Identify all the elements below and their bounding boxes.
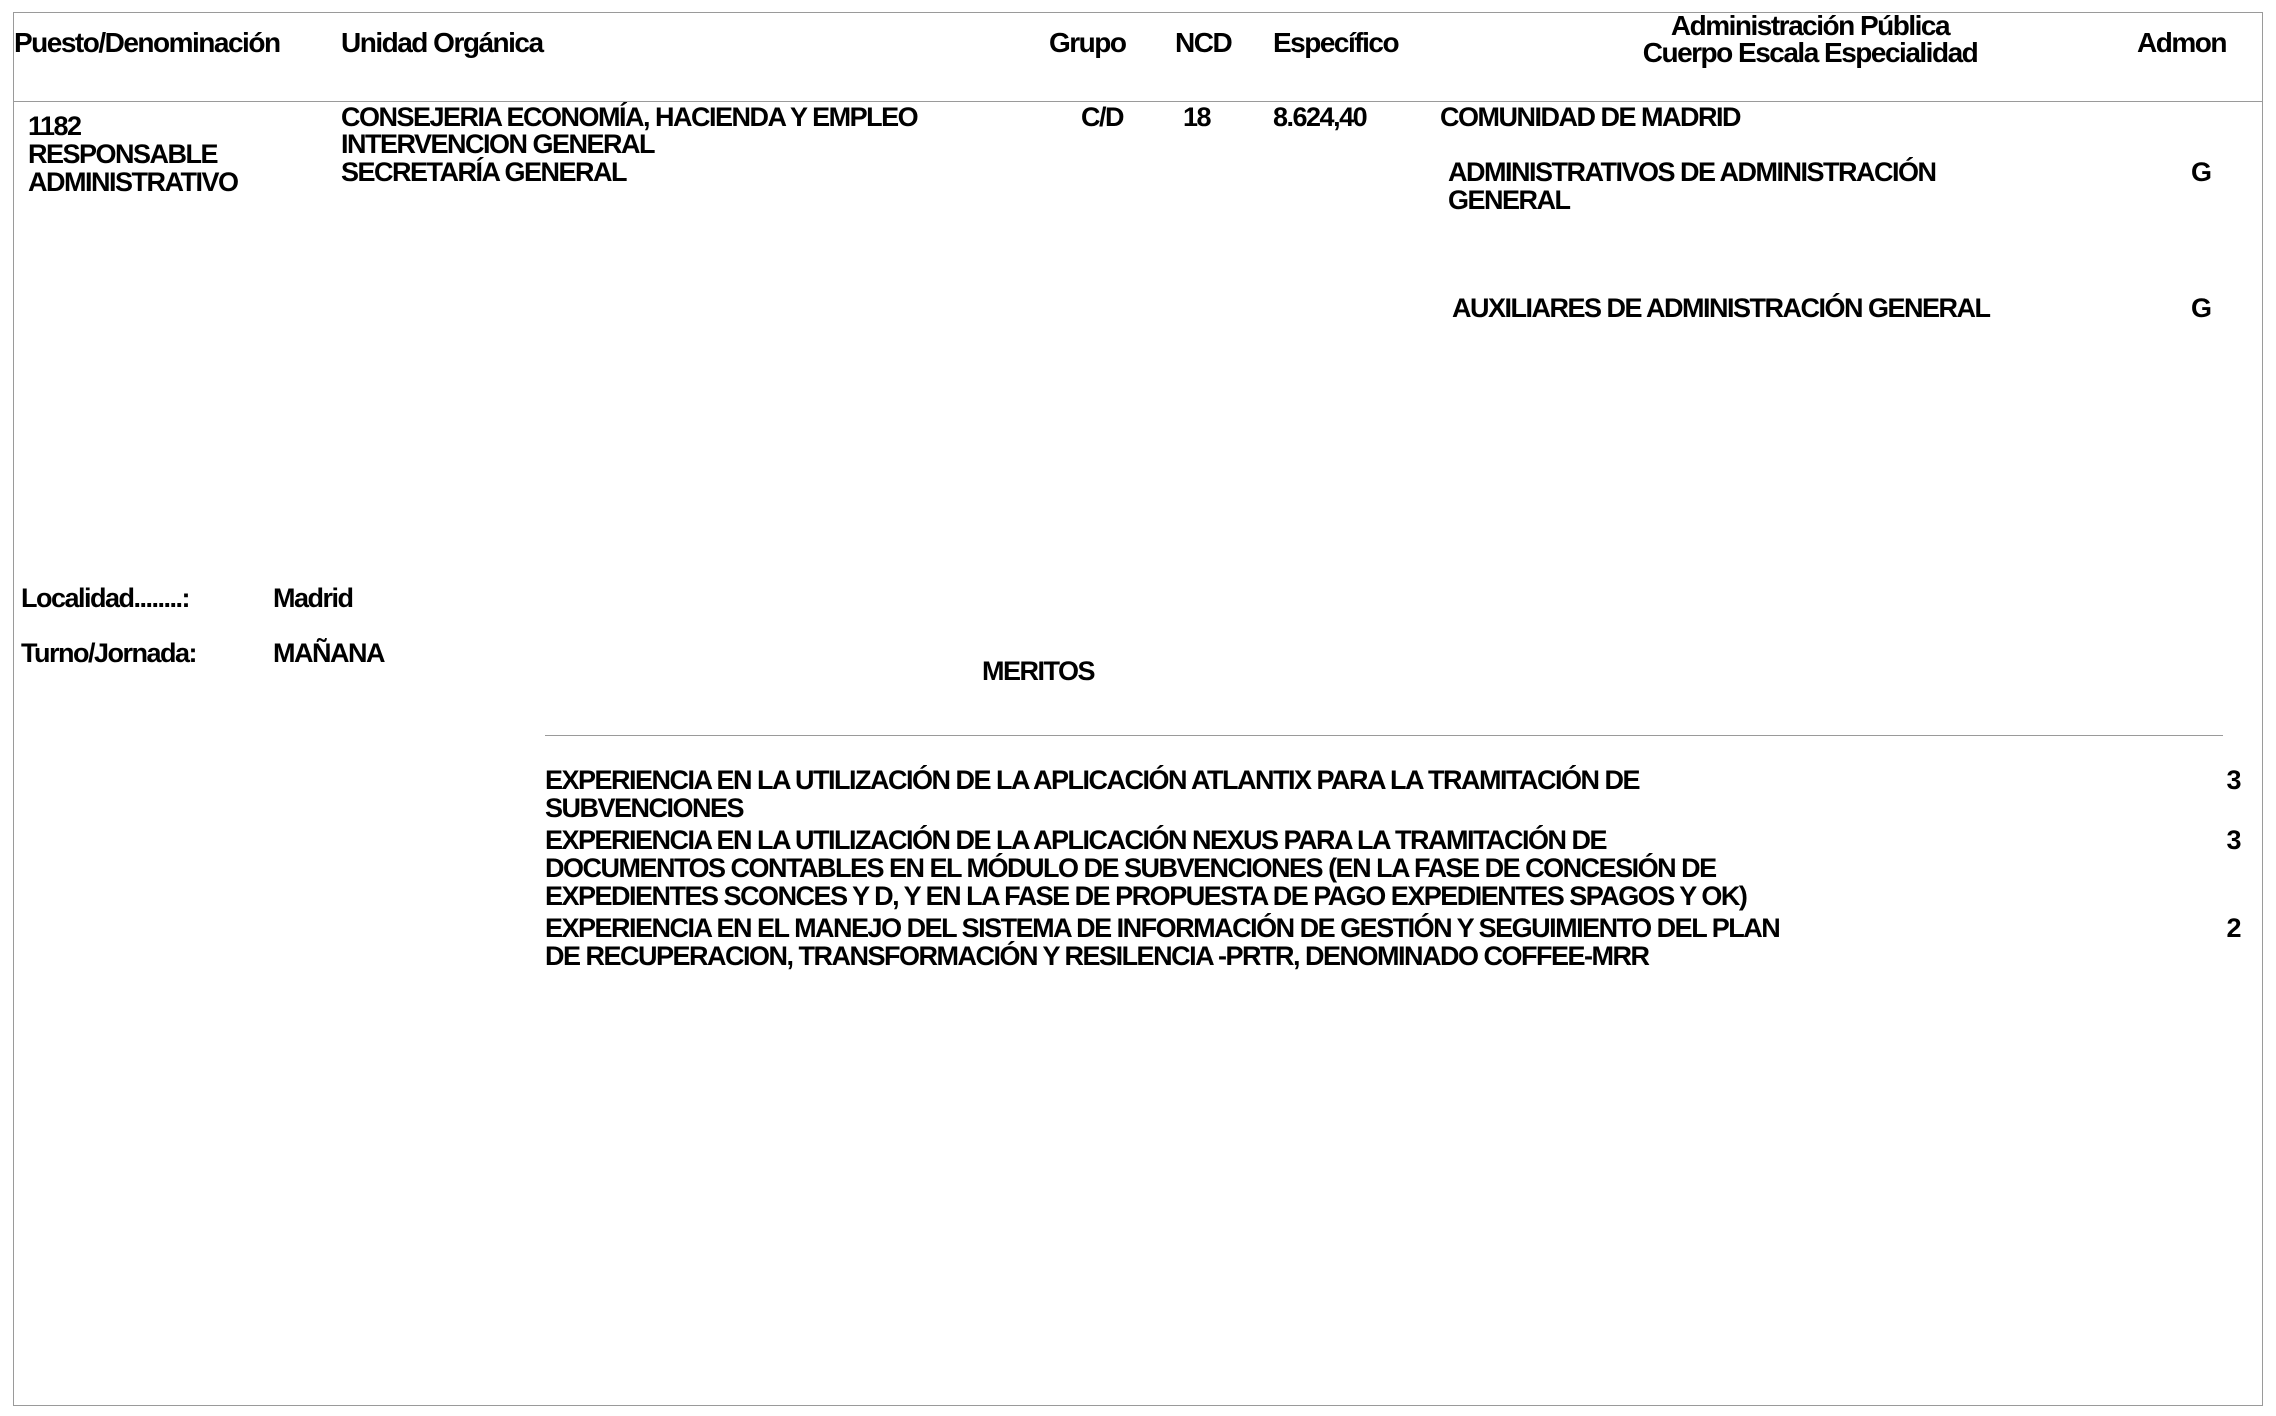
header-cuerpo-escala: Cuerpo Escala Especialidad — [1642, 37, 1978, 68]
merito-item-2: EXPERIENCIA EN LA UTILIZACIÓN DE LA APLICACIÓN NEXUS PARA LA TRAMITACIÓN DE DOCUMENTOS CONTABLES EN EL MÓDULO DE SUBVENCIONES (EN LA FASE DE CONCESIÓN DE EXPEDIENTES SCONCES Y D, Y EN LA FASE DE PROPUESTA DE PAGO EXPEDIENTES SPAGOS Y OK) — [545, 825, 1747, 911]
header-admon: Admon — [2137, 27, 2226, 58]
meritos-title: MERITOS — [982, 656, 1095, 686]
unidad-organica-3: SECRETARÍA GENERAL — [341, 157, 627, 187]
cuerpo-2-line-1: AUXILIARES DE ADMINISTRACIÓN GENERAL — [1452, 293, 1990, 323]
localidad-value: Madrid — [273, 583, 353, 613]
cuerpo-2-admon: G — [2191, 293, 2211, 323]
cuerpo-1-line-1: ADMINISTRATIVOS DE ADMINISTRACIÓN — [1448, 157, 1936, 187]
header-especifico: Específico — [1273, 27, 1399, 58]
turno-label: Turno/Jornada: — [21, 638, 197, 668]
document-frame — [13, 12, 2263, 1406]
merito-item-3: EXPERIENCIA EN EL MANEJO DEL SISTEMA DE INFORMACIÓN DE GESTIÓN Y SEGUIMIENTO DEL PLAN DE RECUPERACION, TRANSFORMACIÓN Y RESILENCIA -PRTR, DENOMINADO COFFEE-MRR — [545, 913, 1780, 971]
ncd-value: 18 — [1183, 102, 1211, 132]
unidad-organica-2: INTERVENCION GENERAL — [341, 129, 655, 159]
cuerpo-1-admon: G — [2191, 157, 2211, 187]
turno-value: MAÑANA — [273, 638, 384, 668]
puesto-denominacion-2: ADMINISTRATIVO — [28, 167, 238, 197]
administracion-value: COMUNIDAD DE MADRID — [1440, 102, 1740, 132]
cuerpo-1-line-2: GENERAL — [1448, 185, 1570, 215]
puesto-codigo: 1182 — [28, 111, 81, 141]
localidad-label: Localidad........: — [21, 583, 190, 613]
merito-score-2: 3 — [2226, 825, 2240, 855]
puesto-denominacion-1: RESPONSABLE — [28, 139, 218, 169]
header-puesto: Puesto/Denominación — [14, 27, 280, 58]
merito-item-1: EXPERIENCIA EN LA UTILIZACIÓN DE LA APLICACIÓN ATLANTIX PARA LA TRAMITACIÓN DE SUBVENCIONES — [545, 765, 1639, 823]
unidad-organica-1: CONSEJERIA ECONOMÍA, HACIENDA Y EMPLEO — [341, 102, 918, 132]
merito-score-1: 3 — [2226, 765, 2240, 795]
header-ncd: NCD — [1175, 27, 1232, 58]
especifico-value: 8.624,40 — [1273, 102, 1367, 132]
meritos-divider — [545, 735, 2223, 736]
merito-score-3: 2 — [2226, 913, 2240, 943]
header-admin-publica: Administración Pública — [1670, 10, 1950, 41]
grupo-value: C/D — [1081, 102, 1123, 132]
header-grupo: Grupo — [1049, 27, 1126, 58]
header-unidad: Unidad Orgánica — [341, 27, 543, 58]
